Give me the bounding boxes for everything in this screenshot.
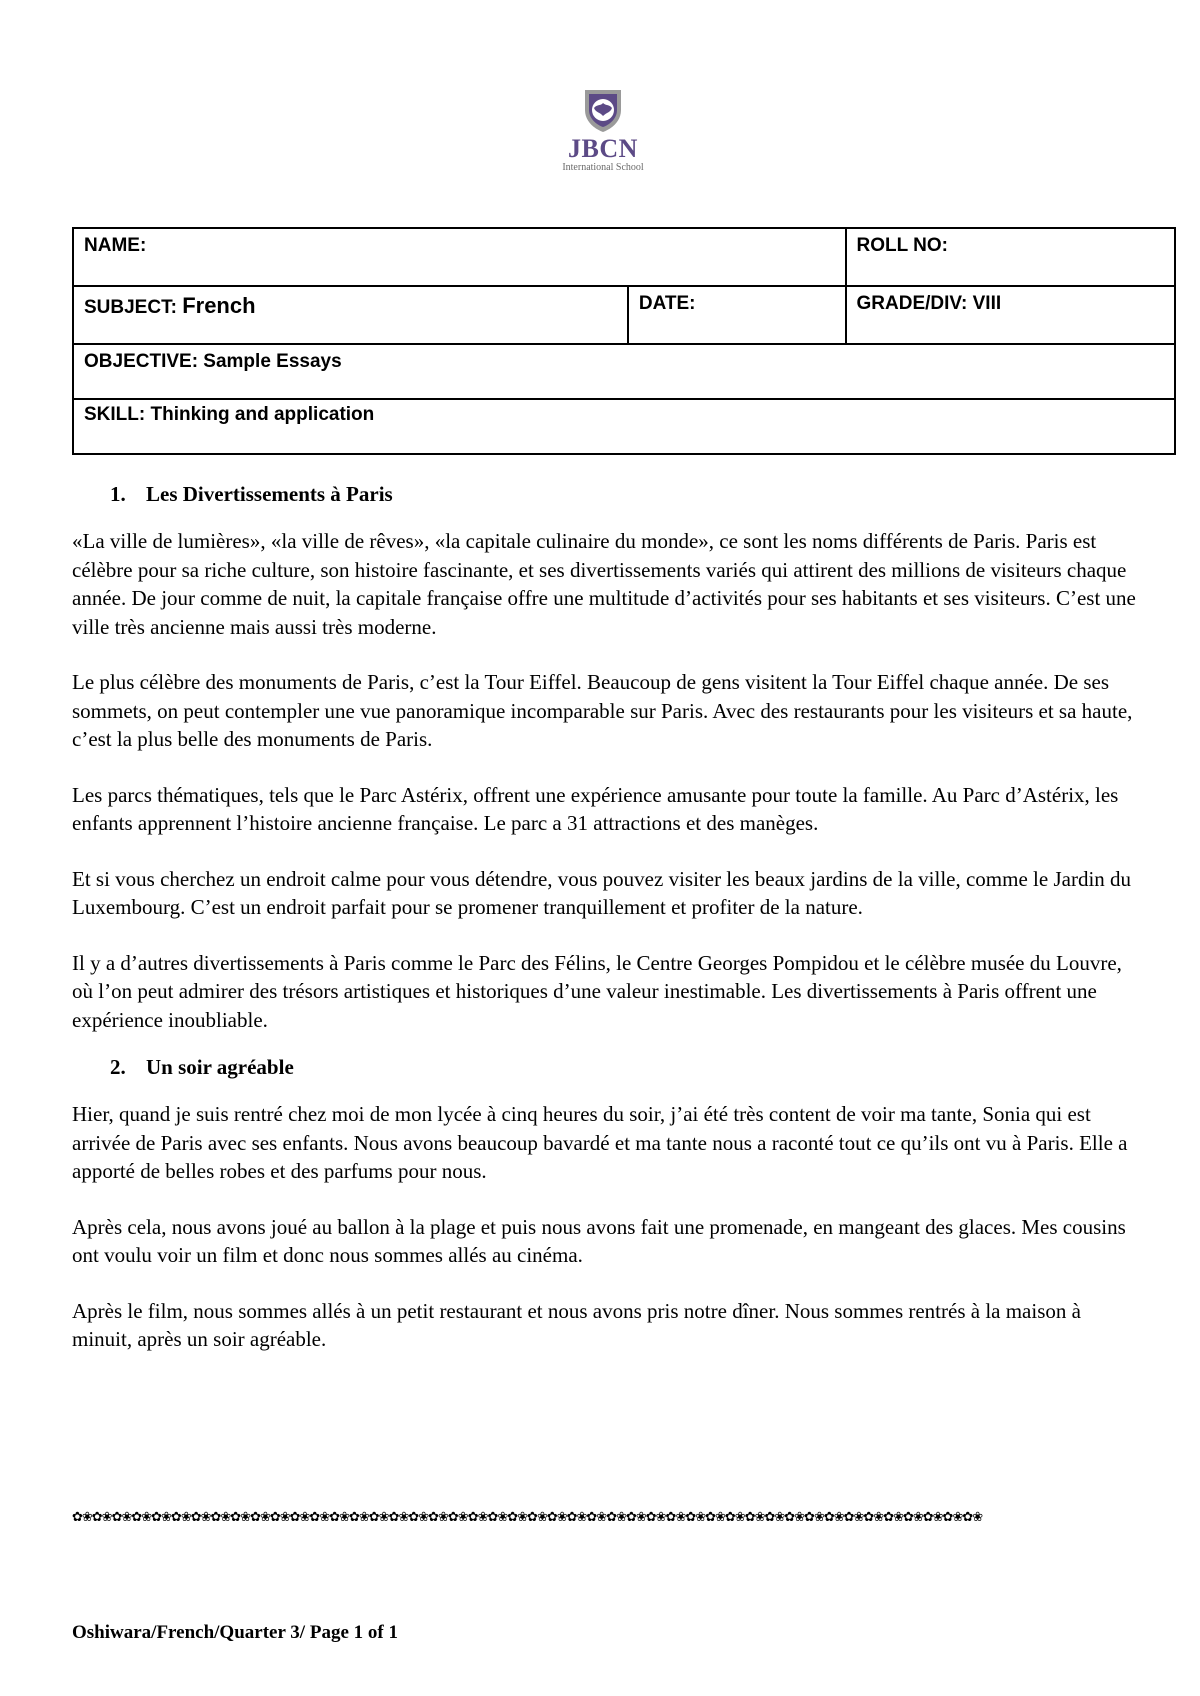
essay-1-number: 1. [110,482,126,506]
grade-label: GRADE/DIV: VIII [856,293,1002,314]
essay-2-heading [110,1053,1142,1081]
logo-wordmark: JBCN [568,134,638,163]
skill-cell [73,399,1175,454]
page-footer: Oshiwara/French/Quarter 3/ Page 1 of 1 [72,1622,398,1643]
essay-1-paragraph-2: Le plus célèbre des monuments de Paris, c’est la Tour Eiffel. Beaucoup de gens visitent la Tour Eiffel chaque année. De ses sommets, on peut contempler une vue panoramique incomparable sur Paris. Avec des restaurants pour les visiteurs et sa haute, c’est la plus belle des monuments de Paris. [72,670,1133,751]
essay-1-paragraph-4: Et si vous cherchez un endroit calme pour vous détendre, vous pouvez visiter les beaux jardins de la ville, comme le Jardin du Luxembourg. C’est un endroit parfait pour se promener tranquillement et profiter de la nature. [72,866,1132,919]
name-cell[interactable] [73,228,846,286]
subject-value: French [182,293,256,318]
essay-2-number: 2. [110,1055,126,1079]
subject-cell [73,286,628,344]
date-label: DATE: [638,293,696,314]
essay-2-paragraph-1: Hier, quand je suis rentré chez moi de mon lycée à cinq heures du soir, j’ai été très content de voir ma tante, Sonia qui est arrivée de Paris avec ses enfants. Nous avons beaucoup bavardé et ma tante nous a raconté tout ce qu’ils ont vu à Paris. Elle a apporté de belles robes et des parfums pour nous. [72,1102,1128,1183]
essay-1-paragraph-3: Les parcs thématiques, tels que le Parc Astérix, offrent une expérience amusante pour toute la famille. Au Parc d’Astérix, les enfants apprennent l’histoire ancienne française. Le parc a 31 attractions et des manèges. [72,782,1119,835]
essay-2-paragraph-3: Après le film, nous sommes allés à un petit restaurant et nous avons pris notre dîner. Nous sommes rentrés à la maison à minuit, après un soir agréable. [72,1298,1081,1351]
logo-subtitle: International School [562,162,644,173]
objective-text: OBJECTIVE: Sample Essays [84,351,342,372]
roll-no-cell[interactable] [846,228,1176,286]
school-logo [548,86,658,196]
subject-label: SUBJECT: [84,297,183,318]
objective-cell [73,344,1175,399]
decorative-divider: ✿❀✿❀✿❀✿❀✿❀✿❀✿❀✿❀✿❀✿❀✿❀✿❀✿❀✿❀✿❀✿❀✿❀✿❀✿❀✿❀✿❀✿❀✿❀✿❀✿❀✿❀✿❀✿❀✿❀✿❀✿❀✿❀✿❀✿❀✿❀✿❀✿❀✿❀✿❀✿❀✿❀✿❀✿❀✿❀✿❀✿❀ [72,1511,983,1525]
essay-1-title: Les Divertissements à Paris [146,482,393,506]
essay-2-paragraph-2: Après cela, nous avons joué au ballon à la plage et puis nous avons fait une promenade, en mangeant des glaces. Mes cousins ont voulu voir un film et donc nous sommes allés au cinéma. [72,1214,1126,1267]
essay-1-heading [110,480,1142,508]
grade-cell [846,286,1176,344]
essay-content [72,480,1142,1381]
skill-text: SKILL: Thinking and application [84,404,375,425]
essay-1-paragraph-5: Il y a d’autres divertissements à Paris comme le Parc des Félins, le Centre Georges Pompidou et le célèbre musée du Louvre, où l’on peut admirer des trésors artistiques et historiques d’une valeur inestimable. Les divertissements à Paris offrent une expérience inoubliable. [72,950,1122,1032]
essay-2-title: Un soir agréable [146,1055,294,1079]
date-cell[interactable] [628,286,846,344]
essay-1-paragraph-1: «La ville de lumières», «la ville de rêves», «la capitale culinaire du monde», ce sont les noms différents de Paris. Paris est célèbre pour sa riche culture, son histoire fascinante, et ses divertissements variés qui attirent des millions de visiteurs chaque année. De jour comme de nuit, la capitale française offre une multitude d’activités pour ses habitants et ses visiteurs. C’est une ville très ancienne mais aussi très moderne. [72,529,1136,639]
shield-icon [581,86,625,134]
name-label: NAME: [84,235,147,256]
student-info-table [72,227,1176,455]
roll-no-label: ROLL NO: [856,235,948,256]
